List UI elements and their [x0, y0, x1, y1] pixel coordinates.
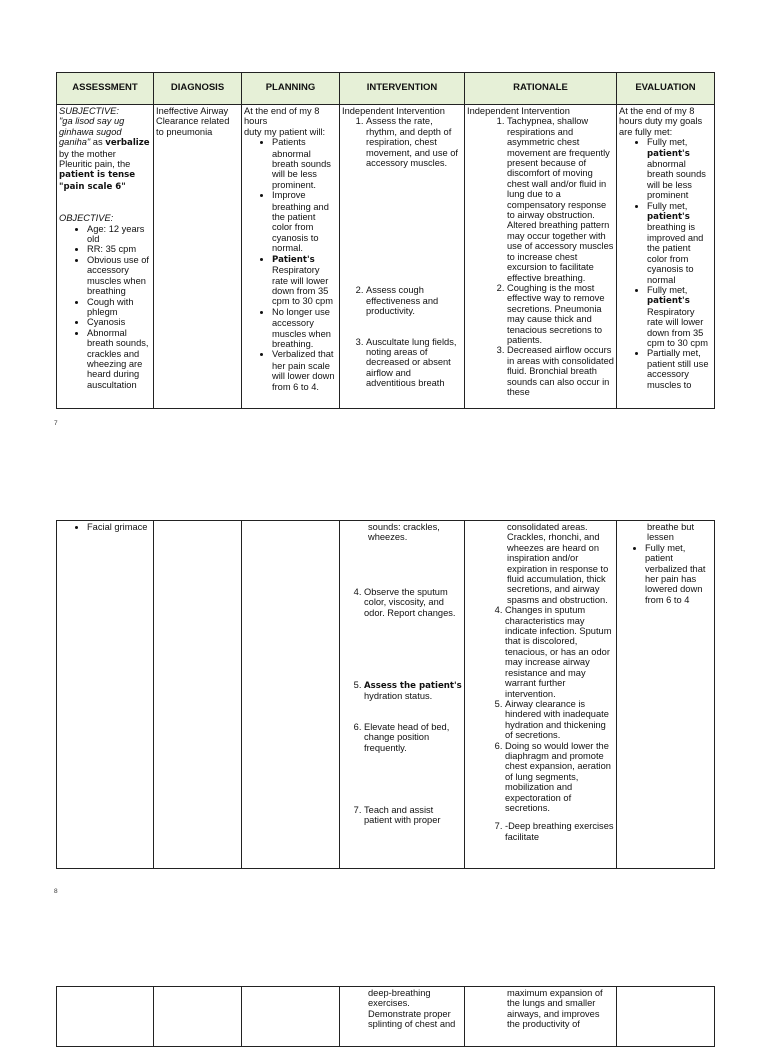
intervention-cell: deep-breathing exercises. Demonstrate proper splinting of chest and [340, 987, 465, 1047]
list-item: • Fully met, patient's Respiratory rate will lower down from 35 cpm to 30 cpm [647, 285, 712, 348]
rationale-cell: maximum expansion of the lungs and smaller airways, and improves the productivity of [465, 987, 617, 1047]
list-item: 7. -Deep breathing exercises facilitate [505, 821, 614, 842]
list-item: • RR: 35 cpm [87, 244, 151, 254]
rationale-list [465, 605, 614, 842]
objective-list [59, 224, 151, 391]
intervention-cell: sounds: crackles, wheezes. 4. Observe the sputum color, viscosity, and odor. Report changes. 5. Assess the patient's hydration status. 6. Elevate head of bed, change position frequently. 7. Teach and assist patient with proper [340, 521, 465, 869]
list-item: 1. Assess the rate, rhythm, and depth of respiration, chest movement, and use of accessory muscles. [366, 116, 462, 168]
list-item: 4. Observe the sputum color, viscosity, and odor. Report changes. [364, 587, 462, 618]
list-item: • Obvious use of accessory muscles when breathing [87, 255, 151, 297]
list-item: 7. Teach and assist patient with proper [364, 805, 462, 826]
list-item: • No longer use accessory muscles when breathing. [272, 307, 337, 350]
list-item: • Abnormal breath sounds, crackles and wheezing are heard during auscultation [87, 328, 151, 390]
patient-quote: "ga lisod say ug ginhawa sugod ganiha" [59, 116, 125, 148]
planning-cell [242, 521, 340, 869]
intervention-list [342, 116, 462, 388]
diagnosis-cell: Ineffective Airway Clearance related to pneumonia [154, 105, 242, 409]
diagnosis-cell [154, 987, 242, 1047]
diagnosis-cell [154, 521, 242, 869]
list-item: • Facial grimace [87, 522, 151, 532]
list-item: • Patient's Respiratory rate will lower down from 35 cpm to 30 cpm [272, 254, 337, 307]
list-item: 6. Elevate head of bed, change position frequently. [364, 722, 462, 753]
table-header-row [57, 73, 715, 105]
care-plan-table-page-9 [56, 986, 714, 1030]
evaluation-cell: At the end of my 8 hours duty my goals are fully met: • Fully met, patient's abnormal breath sounds will be less prominent • Fully met, patient's breathing is improved and the patient color from cyanosis to normal • Fully met, patient's Respiratory rate will lower down from 35 cpm to 30 cpm • Partially met, patient still use accessory muscles to [617, 105, 715, 409]
header-planning: PLANNING [242, 73, 340, 105]
list-item: 4. Changes in sputum characteristics may indicate infection. Sputum that is discolored, tenacious, or has an odor may increase airway resistance and may warrant further intervention. [505, 605, 614, 699]
list-item: • Cough with phlegm [87, 297, 151, 318]
care-plan-table-page-7 [56, 72, 714, 409]
list-item: • Age: 12 years old [87, 224, 151, 245]
header-intervention: INTERVENTION [340, 73, 465, 105]
planning-list [244, 137, 337, 392]
list-item: • Cyanosis [87, 317, 151, 327]
list-item: 1. Tachypnea, shallow respirations and asymmetric chest movement are frequently present because of discomfort of moving chest wall and/or fluid in lung due to a compensatory response to airway obstruction. Altered breathing pattern may occur together with use of accessory muscles to increase chest excursion to facilitate effective breathing. [507, 116, 614, 283]
page-number: 7 [54, 420, 58, 427]
list-item: • Fully met, patient's abnormal breath sounds will be less prominent [647, 137, 712, 200]
evaluation-list [619, 137, 712, 390]
header-diagnosis: DIAGNOSIS [154, 73, 242, 105]
objective-label: OBJECTIVE: [59, 213, 114, 224]
table-row [57, 521, 715, 869]
evaluation-list [617, 543, 712, 605]
subjective-label: SUBJECTIVE: [59, 106, 119, 116]
page-number: 8 [54, 888, 58, 895]
rationale-list [467, 116, 614, 397]
list-item: 3. Decreased airflow occurs in areas with consolidated fluid. Bronchial breath sounds can also occur in these [507, 345, 614, 397]
list-item: • Improve breathing and the patient color from cyanosis to normal. [272, 190, 337, 253]
intervention-list [340, 587, 462, 826]
list-item: 2. Assess cough effectiveness and productivity. [366, 285, 462, 316]
planning-cell: At the end of my 8 hours duty my patient will: • Patients abnormal breath sounds will be less prominent. • Improve breathing and the patient color from cyanosis to normal. • Patient's Respiratory rate will lower down from 35 cpm to 30 cpm • No longer use accessory muscles when breathing. • Verbalized that her pain scale will lower down from 6 to 4. [242, 105, 340, 409]
table-row [57, 105, 715, 409]
list-item: 6. Doing so would lower the diaphragm and promote chest expansion, aeration of lung segments, mobilization and expectoration of secretions. [505, 741, 614, 814]
list-item: • Patients abnormal breath sounds will be less prominent. [272, 137, 337, 190]
planning-cell [242, 987, 340, 1047]
assessment-cell [57, 987, 154, 1047]
list-item: • Partially met, patient still use accessory muscles to [647, 348, 712, 390]
list-item: 2. Coughing is the most effective way to remove secretions. Pneumonia may cause thick and tenacious secretions to patients. [507, 283, 614, 345]
assessment-cell [57, 521, 154, 869]
header-assessment: ASSESSMENT [57, 73, 154, 105]
intervention-cell: Independent Intervention 1. Assess the rate, rhythm, and depth of respiration, chest movement, and use of accessory muscles. 2. Assess cough effectiveness and productivity. 3. Auscultate lung fields, noting areas of decreased or absent airflow and adventitious breath [340, 105, 465, 409]
evaluation-cell: breathe but lessen • Fully met, patient verbalized that her pain has lowered down from 6 to 4 [617, 521, 715, 869]
header-rationale: RATIONALE [465, 73, 617, 105]
rationale-cell: Independent Intervention 1. Tachypnea, shallow respirations and asymmetric chest movement are frequently present because of discomfort of moving chest wall and/or fluid in lung due to a compensatory response to airway obstruction. Altered breathing pattern may occur together with use of accessory muscles to increase chest excursion to facilitate effective breathing. 2. Coughing is the most effective way to remove secretions. Pneumonia may cause thick and tenacious secretions to patients. 3. Decreased airflow occurs in areas with consolidated fluid. Bronchial breath sounds can also occur in these [465, 105, 617, 409]
list-item: • Verbalized that her pain scale will lower down from 6 to 4. [272, 349, 337, 392]
list-item: 3. Auscultate lung fields, noting areas of decreased or absent airflow and adventitious breath [366, 337, 462, 389]
evaluation-cell [617, 987, 715, 1047]
list-item: • Fully met, patient's breathing is improved and the patient color from cyanosis to normal [647, 201, 712, 285]
header-evaluation: EVALUATION [617, 73, 715, 105]
rationale-cell: consolidated areas. Crackles, rhonchi, and wheezes are heard on inspiration and/or expiration in response to fluid accumulation, thick secretions, and airway spasms and obstruction. 4. Changes in sputum characteristics may indicate infection. Sputum that is discolored, tenacious, or has an odor may increase airway resistance and may warrant further intervention. 5. Airway clearance is hindered with inadequate hydration and thickening of secretions. 6. Doing so would lower the diaphragm and promote chest expansion, aeration of lung segments, mobilization and expectoration of secretions. 7. -Deep breathing exercises facilitate [465, 521, 617, 869]
table-row [57, 987, 715, 1047]
care-plan-table-page-8 [56, 520, 714, 870]
assessment-cell: SUBJECTIVE: "ga lisod say ug ginhawa sugod ganiha" as verbalize by the mother Pleuritic pain, the patient is tense "pain scale 6" OBJECTIVE: • Age: 12 years old • RR: 35 cpm • Obvious use of accessory muscles when breathing • Cough with phlegm • Cyanosis • Abnormal breath sounds, crackles and wheezing are heard during auscultation [57, 105, 154, 409]
list-item: 5. Assess the patient's hydration status. [364, 680, 462, 702]
list-item: 5. Airway clearance is hindered with inadequate hydration and thickening of secretions. [505, 699, 614, 741]
list-item: • Fully met, patient verbalized that her pain has lowered down from 6 to 4 [645, 543, 712, 605]
